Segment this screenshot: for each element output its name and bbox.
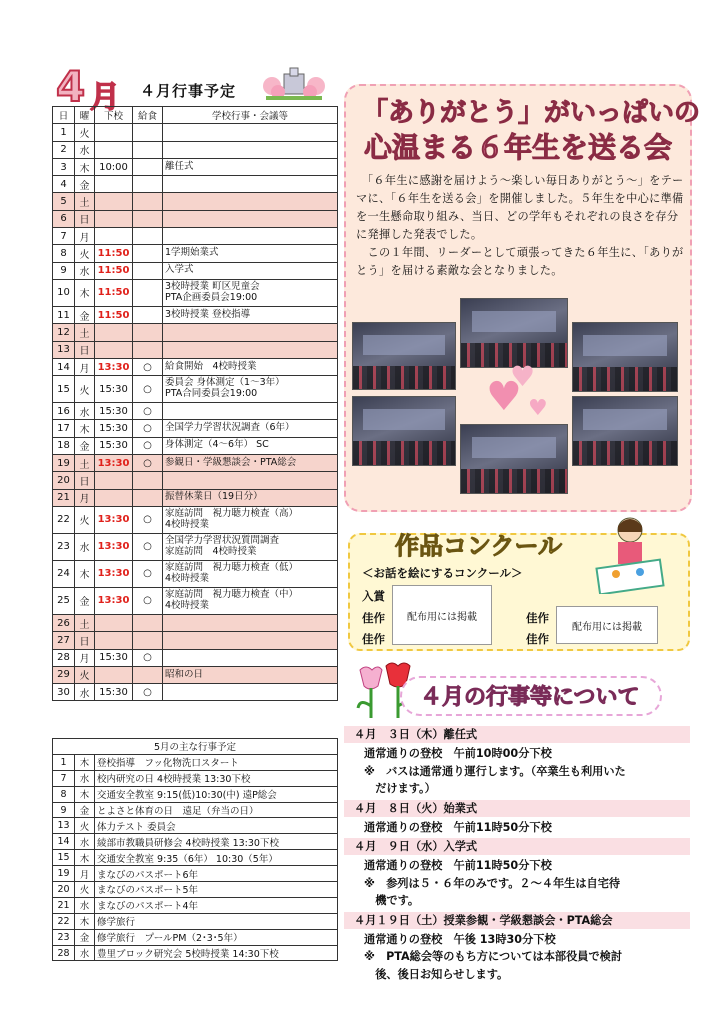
lunch-cell (133, 262, 163, 279)
event-cell (163, 210, 338, 227)
weekday-cell: 木 (75, 420, 95, 437)
dismissal-cell: 13:30 (95, 455, 133, 472)
lunch-cell: ○ (133, 649, 163, 666)
day-cell: 5 (53, 193, 75, 210)
lunch-cell: ○ (133, 376, 163, 403)
may-weekday-cell: 木 (75, 913, 95, 929)
day-cell: 2 (53, 141, 75, 158)
may-row (53, 897, 338, 913)
day-cell: 1 (53, 124, 75, 141)
may-row (53, 802, 338, 818)
schedule-row (53, 506, 338, 533)
lunch-cell: ○ (133, 587, 163, 614)
day-cell: 15 (53, 376, 75, 403)
schedule-row (53, 684, 338, 701)
may-weekday-cell: 木 (75, 786, 95, 802)
weekday-cell: 土 (75, 614, 95, 631)
weekday-cell: 月 (75, 358, 95, 375)
heart-icon: ♥ (486, 374, 522, 420)
day-cell: 3 (53, 158, 75, 175)
may-schedule-table (52, 738, 338, 961)
event-detail-line: ※ バスは通常通り運行します。（卒業生も利用いた (364, 764, 626, 778)
event-cell (163, 324, 338, 341)
col-lunch: 給食 (133, 107, 163, 124)
lunch-cell (133, 341, 163, 358)
lunch-cell (133, 279, 163, 306)
may-event-cell: とよさと体育の日 遠足（弁当の日） (95, 802, 338, 818)
schedule-row (53, 228, 338, 245)
lunch-cell (133, 666, 163, 683)
may-row (53, 834, 338, 850)
contest-placeholder: 配布用には掲載 (392, 585, 492, 645)
heart-icon: ♥ (510, 360, 536, 393)
schedule-row (53, 245, 338, 262)
may-row (53, 818, 338, 834)
event-photo (352, 396, 456, 466)
event-cell (163, 472, 338, 489)
may-event-cell: 登校指導 フッ化物洗口スタート (95, 754, 338, 770)
contest-title: 作品コンクール (395, 532, 563, 560)
honorable-label: 佳作 (362, 632, 385, 646)
may-day-cell: 23 (53, 929, 75, 945)
may-day-cell: 8 (53, 786, 75, 802)
event-cell (163, 649, 338, 666)
schedule-row (53, 176, 338, 193)
may-row (53, 913, 338, 929)
may-day-cell: 22 (53, 913, 75, 929)
weekday-cell: 土 (75, 193, 95, 210)
day-cell: 16 (53, 403, 75, 420)
schedule-row (53, 376, 338, 403)
day-cell: 20 (53, 472, 75, 489)
event-cell: 全国学力学習状況調査（6年） (163, 420, 338, 437)
schedule-row (53, 420, 338, 437)
event-cell: 家庭訪問 視力聴力検査（中） 4校時授業 (163, 587, 338, 614)
day-cell: 13 (53, 341, 75, 358)
lunch-cell (133, 124, 163, 141)
event-heading: ４月 ８日（火）始業式 (344, 800, 690, 817)
may-weekday-cell: 火 (75, 818, 95, 834)
schedule-row (53, 124, 338, 141)
event-cell: 3校時授業 町区児童会 PTA企画委員会19:00 (163, 279, 338, 306)
weekday-cell: 水 (75, 403, 95, 420)
day-cell: 24 (53, 560, 75, 587)
dismissal-cell: 13:30 (95, 560, 133, 587)
may-weekday-cell: 水 (75, 834, 95, 850)
day-cell: 26 (53, 614, 75, 631)
may-row (53, 866, 338, 882)
event-cell: 振替休業日（19日分） (163, 489, 338, 506)
day-cell: 7 (53, 228, 75, 245)
day-cell: 11 (53, 306, 75, 323)
dismissal-cell: 11:50 (95, 262, 133, 279)
weekday-cell: 木 (75, 279, 95, 306)
event-cell (163, 614, 338, 631)
may-weekday-cell: 金 (75, 802, 95, 818)
event-cell (163, 341, 338, 358)
may-day-cell: 7 (53, 770, 75, 786)
lunch-cell (133, 210, 163, 227)
weekday-cell: 土 (75, 324, 95, 341)
weekday-cell: 日 (75, 210, 95, 227)
event-detail-line: 通常通りの登校 午前11時50分下校 (364, 820, 552, 834)
event-detail-line: 通常通りの登校 午前11時50分下校 (364, 859, 552, 872)
events-title: ４月の行事等について (420, 685, 640, 710)
col-dismissal: 下校 (95, 107, 133, 124)
event-cell: 参観日・学級懇談会・PTA総会 (163, 455, 338, 472)
weekday-cell: 金 (75, 306, 95, 323)
dismissal-cell: 13:30 (95, 358, 133, 375)
event-cell (163, 228, 338, 245)
schedule-row (53, 614, 338, 631)
may-row (53, 850, 338, 866)
schedule-row (53, 455, 338, 472)
weekday-cell: 月 (75, 489, 95, 506)
event-photo (572, 396, 678, 466)
lunch-cell: ○ (133, 437, 163, 454)
weekday-cell: 日 (75, 472, 95, 489)
dismissal-cell (95, 228, 133, 245)
honorable-label: 佳作 (362, 611, 385, 625)
may-weekday-cell: 水 (75, 770, 95, 786)
may-row (53, 786, 338, 802)
dismissal-cell: 15:30 (95, 649, 133, 666)
month-badge (56, 62, 136, 115)
may-event-cell: 綾部市教職員研修会 4校時授業 13:30下校 (95, 834, 338, 850)
may-day-cell: 1 (53, 754, 75, 770)
col-events: 学校行事・会議等 (163, 107, 338, 124)
lunch-cell: ○ (133, 420, 163, 437)
event-cell: 給食開始 4校時授業 (163, 358, 338, 375)
honorable-label: 佳作 (526, 632, 549, 646)
dismissal-cell: 15:30 (95, 376, 133, 403)
weekday-cell: 水 (75, 533, 95, 560)
event-cell: 昭和の日 (163, 666, 338, 683)
lunch-cell: ○ (133, 506, 163, 533)
schedule-row (53, 324, 338, 341)
lunch-cell: ○ (133, 403, 163, 420)
event-cell: 身体測定（4～6年） SC (163, 437, 338, 454)
may-event-cell: 校内研究の日 4校時授業 13:30下校 (95, 770, 338, 786)
award-label: 入賞 (362, 589, 385, 603)
event-cell: 家庭訪問 視力聴力検査（低） 4校時授業 (163, 560, 338, 587)
col-day: 日 (53, 107, 75, 124)
schedule-row (53, 306, 338, 323)
heart-icon: ♥ (528, 396, 548, 421)
may-event-cell: 修学旅行 (95, 913, 338, 929)
day-cell: 9 (53, 262, 75, 279)
dismissal-cell (95, 210, 133, 227)
dismissal-cell: 10:00 (95, 158, 133, 175)
dismissal-cell (95, 324, 133, 341)
dismissal-cell (95, 124, 133, 141)
schedule-header-row (53, 107, 338, 124)
dismissal-cell (95, 472, 133, 489)
event-photo (460, 298, 568, 368)
weekday-cell: 火 (75, 506, 95, 533)
day-cell: 21 (53, 489, 75, 506)
lunch-cell (133, 632, 163, 649)
weekday-cell: 水 (75, 684, 95, 701)
may-row (53, 770, 338, 786)
event-cell: 入学式 (163, 262, 338, 279)
event-detail-line: 後、後日お知らせします。 (364, 967, 509, 981)
event-detail-line: ※ 参列は５・６年のみです。２～４年生は自宅待 (364, 876, 621, 890)
lunch-cell: ○ (133, 455, 163, 472)
may-day-cell: 13 (53, 818, 75, 834)
may-weekday-cell: 月 (75, 866, 95, 882)
contest-placeholder: 配布用には掲載 (556, 606, 658, 644)
lunch-cell (133, 245, 163, 262)
event-photo (572, 322, 678, 392)
schedule-row (53, 472, 338, 489)
day-cell: 18 (53, 437, 75, 454)
may-day-cell: 20 (53, 882, 75, 898)
may-day-cell: 28 (53, 945, 75, 961)
weekday-cell: 月 (75, 649, 95, 666)
school-blossom-icon (262, 62, 326, 102)
day-cell: 19 (53, 455, 75, 472)
event-heading: ４月 ９日（水）入学式 (344, 838, 690, 855)
weekday-cell: 日 (75, 632, 95, 649)
day-cell: 8 (53, 245, 75, 262)
lunch-cell (133, 472, 163, 489)
lunch-cell: ○ (133, 533, 163, 560)
dismissal-cell (95, 632, 133, 649)
event-cell (163, 632, 338, 649)
weekday-cell: 火 (75, 376, 95, 403)
dismissal-cell (95, 141, 133, 158)
child-drawing-icon (594, 512, 666, 594)
event-cell (163, 684, 338, 701)
lunch-cell (133, 141, 163, 158)
dismissal-cell: 11:50 (95, 245, 133, 262)
weekday-cell: 水 (75, 262, 95, 279)
lunch-cell (133, 176, 163, 193)
weekday-cell: 木 (75, 158, 95, 175)
schedule-row (53, 533, 338, 560)
weekday-cell: 火 (75, 666, 95, 683)
may-event-cell: まなびのパスポート5年 (95, 882, 338, 898)
weekday-cell: 金 (75, 437, 95, 454)
weekday-cell: 日 (75, 341, 95, 358)
may-title: 5月の主な行事予定 (53, 739, 338, 755)
schedule-row (53, 158, 338, 175)
dismissal-cell: 11:50 (95, 306, 133, 323)
lunch-cell: ○ (133, 358, 163, 375)
event-cell: 委員会 身体測定（1～3年） PTA合同委員会19:00 (163, 376, 338, 403)
dismissal-cell: 11:50 (95, 279, 133, 306)
schedule-title: ４月行事予定 (140, 82, 237, 100)
may-day-cell: 9 (53, 802, 75, 818)
event-heading: ４月１９日（土）授業参観・学級懇談会・PTA総会 (344, 912, 690, 929)
dismissal-cell: 13:30 (95, 587, 133, 614)
dismissal-cell (95, 341, 133, 358)
may-weekday-cell: 水 (75, 945, 95, 961)
dismissal-cell (95, 176, 133, 193)
lunch-cell (133, 324, 163, 341)
day-cell: 29 (53, 666, 75, 683)
day-cell: 25 (53, 587, 75, 614)
schedule-row (53, 632, 338, 649)
april-schedule-table (52, 106, 338, 701)
schedule-row (53, 403, 338, 420)
day-cell: 4 (53, 176, 75, 193)
may-event-cell: まなびのパスポート6年 (95, 866, 338, 882)
weekday-cell: 火 (75, 124, 95, 141)
day-cell: 17 (53, 420, 75, 437)
may-day-cell: 19 (53, 866, 75, 882)
may-event-cell: 修学旅行 プールPM（2･3･5年） (95, 929, 338, 945)
honorable-label: 佳作 (526, 611, 549, 625)
farewell-title-line1: 「ありがとう」がいっぱいの (362, 98, 701, 128)
may-weekday-cell: 木 (75, 850, 95, 866)
schedule-row (53, 141, 338, 158)
schedule-row (53, 649, 338, 666)
may-event-cell: 豊里ブロック研究会 5校時授業 14:30下校 (95, 945, 338, 961)
event-cell: 離任式 (163, 158, 338, 175)
event-cell: 家庭訪問 視力聴力検査（高） 4校時授業 (163, 506, 338, 533)
lunch-cell: ○ (133, 560, 163, 587)
event-cell (163, 176, 338, 193)
lunch-cell (133, 158, 163, 175)
event-cell: 全国学力学習状況質問調査 家庭訪問 4校時授業 (163, 533, 338, 560)
may-day-cell: 14 (53, 834, 75, 850)
event-cell: 3校時授業 登校指導 (163, 306, 338, 323)
dismissal-cell: 15:30 (95, 420, 133, 437)
dismissal-cell: 13:30 (95, 533, 133, 560)
dismissal-cell (95, 193, 133, 210)
lunch-cell: ○ (133, 684, 163, 701)
schedule-row (53, 560, 338, 587)
event-detail-line: 機です。 (364, 894, 420, 907)
event-detail-line: 通常通りの登校 午前10時00分下校 (364, 747, 552, 760)
may-event-cell: 交通安全教室 9:35（6年） 10:30（5年） (95, 850, 338, 866)
farewell-title-line2: 心温まる６年生を送る会 (364, 131, 673, 164)
dismissal-cell: 13:30 (95, 506, 133, 533)
weekday-cell: 木 (75, 560, 95, 587)
weekday-cell: 金 (75, 587, 95, 614)
day-cell: 28 (53, 649, 75, 666)
day-cell: 6 (53, 210, 75, 227)
contest-subtitle: ＜お話を絵にするコンクール＞ (362, 566, 523, 580)
dismissal-cell (95, 614, 133, 631)
may-day-cell: 21 (53, 897, 75, 913)
may-weekday-cell: 木 (75, 754, 95, 770)
lunch-cell (133, 306, 163, 323)
weekday-cell: 土 (75, 455, 95, 472)
weekday-cell: 水 (75, 141, 95, 158)
farewell-body: 「６年生に感謝を届けよう～楽しい毎日ありがとう～」をテーマに、「６年生を送る会」を開催しました。５年生を中心に準備を一生懸命取り組み、当日、どの学年もそれぞれの良さを存分に発揮した発表でした。 この１年間、リーダーとして頑張ってきた６年生に、「ありがとう」を届ける素敵な会となりました。 (356, 174, 684, 277)
event-heading: ４月 ３日（木）離任式 (344, 726, 690, 743)
dismissal-cell: 15:30 (95, 437, 133, 454)
may-event-cell: 交通安全教室 9:15(低)10:30(中) 遠P総会 (95, 786, 338, 802)
lunch-cell (133, 614, 163, 631)
weekday-cell: 火 (75, 245, 95, 262)
schedule-row (53, 279, 338, 306)
may-weekday-cell: 水 (75, 897, 95, 913)
event-photo (460, 424, 568, 494)
event-cell (163, 124, 338, 141)
day-cell: 12 (53, 324, 75, 341)
weekday-cell: 金 (75, 176, 95, 193)
schedule-row (53, 666, 338, 683)
may-row (53, 929, 338, 945)
schedule-row (53, 437, 338, 454)
may-event-cell: 体力テスト 委員会 (95, 818, 338, 834)
event-cell (163, 141, 338, 158)
day-cell: 22 (53, 506, 75, 533)
dismissal-cell: 15:30 (95, 403, 133, 420)
month-kanji: 月 (90, 80, 120, 115)
schedule-row (53, 358, 338, 375)
schedule-row (53, 210, 338, 227)
schedule-row (53, 489, 338, 506)
lunch-cell (133, 193, 163, 210)
day-cell: 10 (53, 279, 75, 306)
dismissal-cell (95, 489, 133, 506)
event-cell (163, 193, 338, 210)
schedule-row (53, 587, 338, 614)
weekday-cell: 月 (75, 228, 95, 245)
event-detail-line: だけます。） (364, 782, 436, 795)
event-cell: 1学期始業式 (163, 245, 338, 262)
dismissal-cell: 15:30 (95, 684, 133, 701)
schedule-row (53, 262, 338, 279)
schedule-row (53, 193, 338, 210)
lunch-cell (133, 489, 163, 506)
day-cell: 14 (53, 358, 75, 375)
event-photo (352, 322, 456, 390)
may-row (53, 754, 338, 770)
day-cell: 27 (53, 632, 75, 649)
col-weekday: 曜 (75, 107, 95, 124)
day-cell: 23 (53, 533, 75, 560)
may-day-cell: 15 (53, 850, 75, 866)
may-event-cell: まなびのパスポート4年 (95, 897, 338, 913)
event-cell (163, 403, 338, 420)
may-weekday-cell: 金 (75, 929, 95, 945)
month-number: 4 (56, 62, 86, 111)
dismissal-cell (95, 666, 133, 683)
lunch-cell (133, 228, 163, 245)
schedule-row (53, 341, 338, 358)
may-weekday-cell: 火 (75, 882, 95, 898)
event-detail-line: ※ PTA総会等のもち方については本部役員で検討 (364, 950, 623, 963)
may-row (53, 945, 338, 961)
day-cell: 30 (53, 684, 75, 701)
may-row (53, 882, 338, 898)
event-detail-line: 通常通りの登校 午後 13時30分下校 (364, 932, 556, 946)
